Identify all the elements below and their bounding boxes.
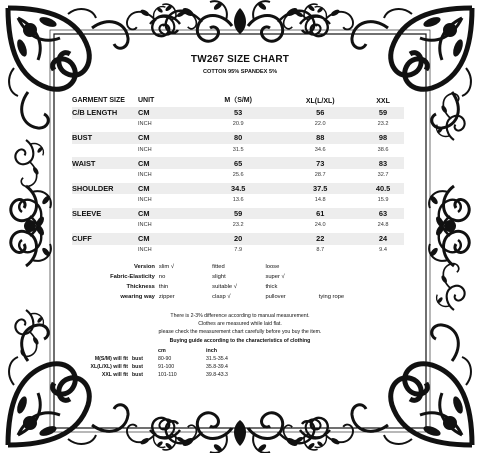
unit-inch: INCH xyxy=(138,194,198,207)
guide-body-part: bust xyxy=(132,372,143,378)
value-inch-m: 7.9 xyxy=(198,245,278,258)
attribute-option: tying rope xyxy=(318,294,345,300)
row-bust-inch xyxy=(72,144,404,157)
guide-cm-range: 101-110 xyxy=(158,372,177,378)
unit-inch: INCH xyxy=(138,169,198,182)
attribute-option: no xyxy=(158,274,166,280)
attribute-label: wearing way xyxy=(120,294,155,300)
measure-label: BUST xyxy=(72,131,138,144)
guide-col-cm: cm xyxy=(158,348,166,354)
value-cm-xxl: 40.5 xyxy=(362,182,404,195)
attribute-row xyxy=(72,282,372,292)
measurement-notes xyxy=(64,312,416,336)
header-garment-size: GARMENT SIZE xyxy=(72,97,125,104)
row-sleeve-inch xyxy=(72,219,404,232)
attribute-option xyxy=(319,262,372,272)
unit-cm: CM xyxy=(138,107,198,119)
value-cm-m: 53 xyxy=(198,107,278,119)
value-cm-xxl: 83 xyxy=(362,156,404,169)
unit-cm: CM xyxy=(138,156,198,169)
value-cm-xl: 61 xyxy=(278,207,362,220)
row-waist-cm xyxy=(72,156,404,169)
attribute-label: Thickness xyxy=(126,284,155,290)
value-inch-xl: 14.8 xyxy=(278,194,362,207)
value-cm-m: 80 xyxy=(198,131,278,144)
guide-inch-range: 31.5-35.4 xyxy=(206,356,228,362)
guide-col-inch: inch xyxy=(206,348,218,354)
note-line: Clothes are measured while laid flat. xyxy=(198,321,282,327)
value-cm-xxl: 59 xyxy=(362,107,404,119)
value-inch-xl: 28.7 xyxy=(278,169,362,182)
row-shoulder-cm xyxy=(72,182,404,195)
size-table xyxy=(72,83,404,258)
row-c-b-length-inch xyxy=(72,119,404,132)
attribute-option: fitted xyxy=(212,264,225,270)
value-cm-xxl: 98 xyxy=(362,131,404,144)
measure-label: CUFF xyxy=(72,232,138,245)
unit-cm: CM xyxy=(138,207,198,220)
unit-inch: INCH xyxy=(138,245,198,258)
attribute-option: clasp √ xyxy=(212,294,231,300)
row-sleeve-cm xyxy=(72,207,404,220)
guide-body-part: bust xyxy=(132,364,143,370)
value-cm-xxl: 63 xyxy=(362,207,404,220)
value-inch-xl: 8.7 xyxy=(278,245,362,258)
value-cm-xxl: 24 xyxy=(362,232,404,245)
attribute-option: slight xyxy=(212,274,226,280)
attribute-option: zipper xyxy=(158,294,175,300)
value-cm-xl: 37.5 xyxy=(278,182,362,195)
garment-attributes xyxy=(72,262,372,302)
buying-guide-row xyxy=(76,355,254,363)
value-cm-m: 20 xyxy=(198,232,278,245)
row-waist-inch xyxy=(72,169,404,182)
size-chart-content xyxy=(64,40,416,425)
attribute-row xyxy=(72,292,372,302)
note-line: There is 2-3% difference according to manual measurement. xyxy=(170,313,310,319)
measure-label: SHOULDER xyxy=(72,182,138,195)
attribute-option: loose xyxy=(265,264,280,270)
value-inch-xxl: 32.7 xyxy=(362,169,404,182)
fabric-composition: COTTON 95% SPANDEX 5% xyxy=(202,69,278,75)
buying-guide-row xyxy=(76,363,254,371)
value-inch-m: 25.6 xyxy=(198,169,278,182)
value-inch-xl: 22.0 xyxy=(278,119,362,132)
attribute-option: super √ xyxy=(265,274,285,280)
attribute-label: Fabric-Elasticity xyxy=(110,274,155,280)
value-cm-xl: 22 xyxy=(278,232,362,245)
row-shoulder-inch xyxy=(72,194,404,207)
unit-inch: INCH xyxy=(138,219,198,232)
buying-guide-row xyxy=(76,371,254,379)
value-inch-xxl: 24.8 xyxy=(362,219,404,232)
buying-guide-title: Buying guide according to the characteristics of clothing xyxy=(169,338,311,344)
guide-body-part: bust xyxy=(132,356,143,362)
attribute-option: thin xyxy=(158,284,169,290)
row-bust-cm xyxy=(72,131,404,144)
attribute-option: suitable √ xyxy=(212,284,237,290)
header-size-xxl: XXL xyxy=(376,98,390,105)
measure-label: SLEEVE xyxy=(72,207,138,220)
value-inch-m: 31.5 xyxy=(198,144,278,157)
attribute-row xyxy=(72,272,372,282)
attribute-option: thick xyxy=(265,284,278,290)
buying-guide-header xyxy=(76,347,254,355)
value-inch-xl: 34.6 xyxy=(278,144,362,157)
value-inch-m: 13.6 xyxy=(198,194,278,207)
unit-inch: INCH xyxy=(138,119,198,132)
attribute-option: slim √ xyxy=(158,264,175,270)
value-inch-xxl: 9.4 xyxy=(362,245,404,258)
header-size-xl: XL(L/XL) xyxy=(305,98,335,105)
row-c-b-length-cm xyxy=(72,107,404,119)
guide-fit-label: XL(L/XL) will fit xyxy=(90,364,128,370)
unit-inch: INCH xyxy=(138,144,198,157)
attribute-option: pullover xyxy=(265,294,286,300)
guide-fit-label: XXL will fit xyxy=(101,372,128,378)
value-cm-m: 65 xyxy=(198,156,278,169)
attribute-label: Version xyxy=(133,264,155,270)
value-cm-xl: 73 xyxy=(278,156,362,169)
value-cm-xl: 56 xyxy=(278,107,362,119)
guide-cm-range: 91-100 xyxy=(158,364,175,370)
header-size-m: M（S/M) xyxy=(224,97,252,104)
value-inch-xxl: 38.6 xyxy=(362,144,404,157)
value-inch-xxl: 15.9 xyxy=(362,194,404,207)
guide-inch-range: 39.8-43.3 xyxy=(206,372,228,378)
value-inch-m: 20.9 xyxy=(198,119,278,132)
value-inch-xxl: 23.2 xyxy=(362,119,404,132)
unit-cm: CM xyxy=(138,182,198,195)
unit-cm: CM xyxy=(138,131,198,144)
note-line: please check the measurement chart carefully before you buy the item. xyxy=(158,329,322,335)
guide-fit-label: M(S/M) will fit xyxy=(94,356,128,362)
header-unit: UNIT xyxy=(138,97,155,104)
value-inch-m: 23.2 xyxy=(198,219,278,232)
row-cuff-cm xyxy=(72,232,404,245)
value-cm-xl: 88 xyxy=(278,131,362,144)
buying-guide-table xyxy=(76,347,254,379)
measure-label: C/B LENGTH xyxy=(72,107,138,119)
guide-cm-range: 80-90 xyxy=(158,356,172,362)
attribute-option xyxy=(319,282,372,292)
size-table-header xyxy=(72,83,404,107)
guide-inch-range: 35.8-39.4 xyxy=(206,364,228,370)
unit-cm: CM xyxy=(138,232,198,245)
value-inch-xl: 24.0 xyxy=(278,219,362,232)
attribute-option xyxy=(319,272,372,282)
measure-label: WAIST xyxy=(72,156,138,169)
attribute-row xyxy=(72,262,372,272)
row-cuff-inch xyxy=(72,245,404,258)
chart-title: TW267 SIZE CHART xyxy=(190,54,290,65)
value-cm-m: 34.5 xyxy=(198,182,278,195)
value-cm-m: 59 xyxy=(198,207,278,220)
